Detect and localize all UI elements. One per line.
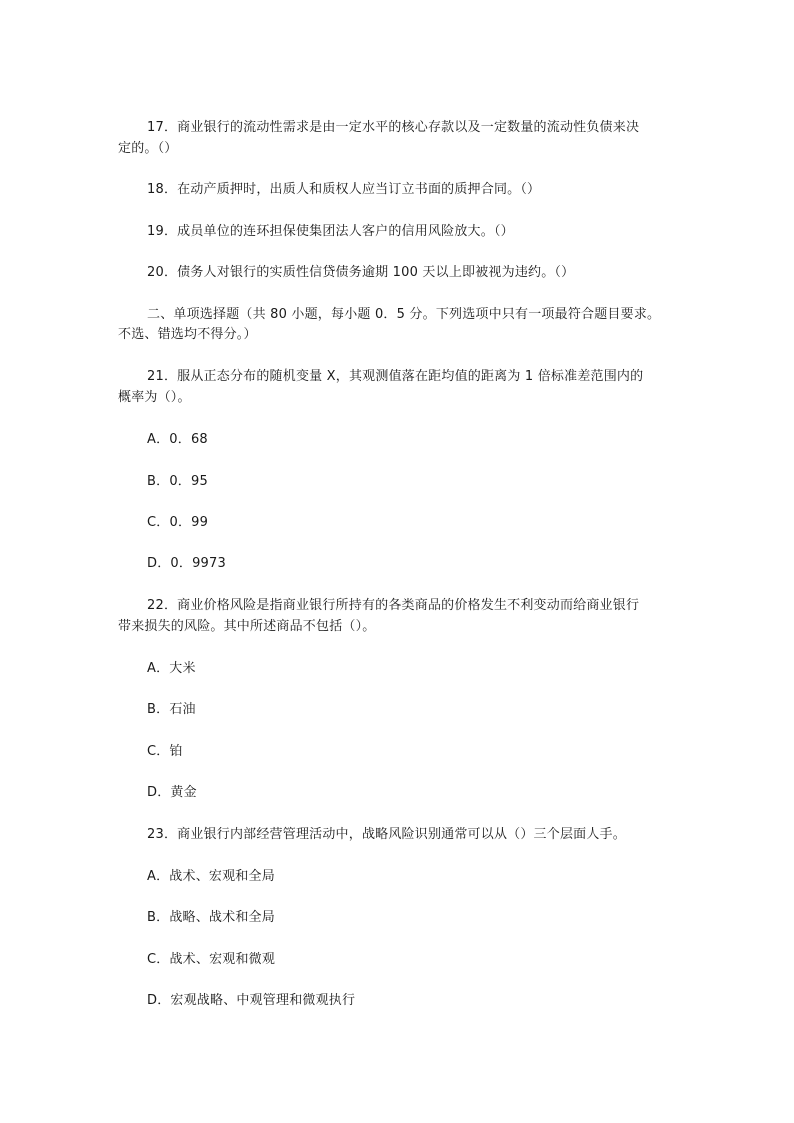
q21-text-line2: 概率为（）。: [118, 390, 191, 405]
q17-text-line1: 17．商业银行的流动性需求是由一定水平的核心存款以及一定数量的流动性负债来决: [147, 120, 640, 135]
q18-text: 18．在动产质押时，出质人和质权人应当订立书面的质押合同。（）: [147, 182, 541, 197]
q22-option-a: A．大米: [147, 661, 196, 676]
q21-option-b: B．0．95: [147, 474, 208, 489]
section2-heading-line1: 二、单项选择题（共 80 小题，每小题 0．5 分。下列选项中只有一项最符合题目要求。: [147, 307, 661, 322]
q21-text-line1: 21．服从正态分布的随机变量 X，其观测值落在距均值的距离为 1 倍标准差范围内的: [147, 369, 644, 384]
q22-text-line1: 22．商业价格风险是指商业银行所持有的各类商品的价格发生不利变动而给商业银行: [147, 598, 640, 613]
q23-text: 23．商业银行内部经营管理活动中，战略风险识别通常可以从（）三个层面人手。: [147, 827, 626, 842]
q22-option-d: D．黄金: [147, 785, 197, 800]
q22-text-line2: 带来损失的风险。其中所述商品不包括（）。: [118, 619, 376, 634]
q23-option-c: C．战术、宏观和微观: [147, 952, 276, 967]
q22-option-c: C．铂: [147, 744, 183, 759]
q23-option-b: B．战略、战术和全局: [147, 910, 275, 925]
q23-option-a: A．战术、宏观和全局: [147, 869, 275, 884]
section2-heading-line2: 不选、错选均不得分。）: [118, 327, 257, 342]
q23-option-d: D．宏观战略、中观管理和微观执行: [147, 993, 356, 1008]
q17-text-line2: 定的。（）: [118, 141, 178, 156]
q22-option-b: B．石油: [147, 702, 196, 717]
q21-option-a: A．0．68: [147, 432, 208, 447]
q21-option-c: C．0．99: [147, 515, 209, 530]
q20-text: 20．债务人对银行的实质性信贷债务逾期 100 天以上即被视为违约。（）: [147, 265, 575, 280]
q21-option-d: D．0．9973: [147, 556, 226, 571]
q19-text: 19．成员单位的连环担保使集团法人客户的信用风险放大。（）: [147, 224, 514, 239]
